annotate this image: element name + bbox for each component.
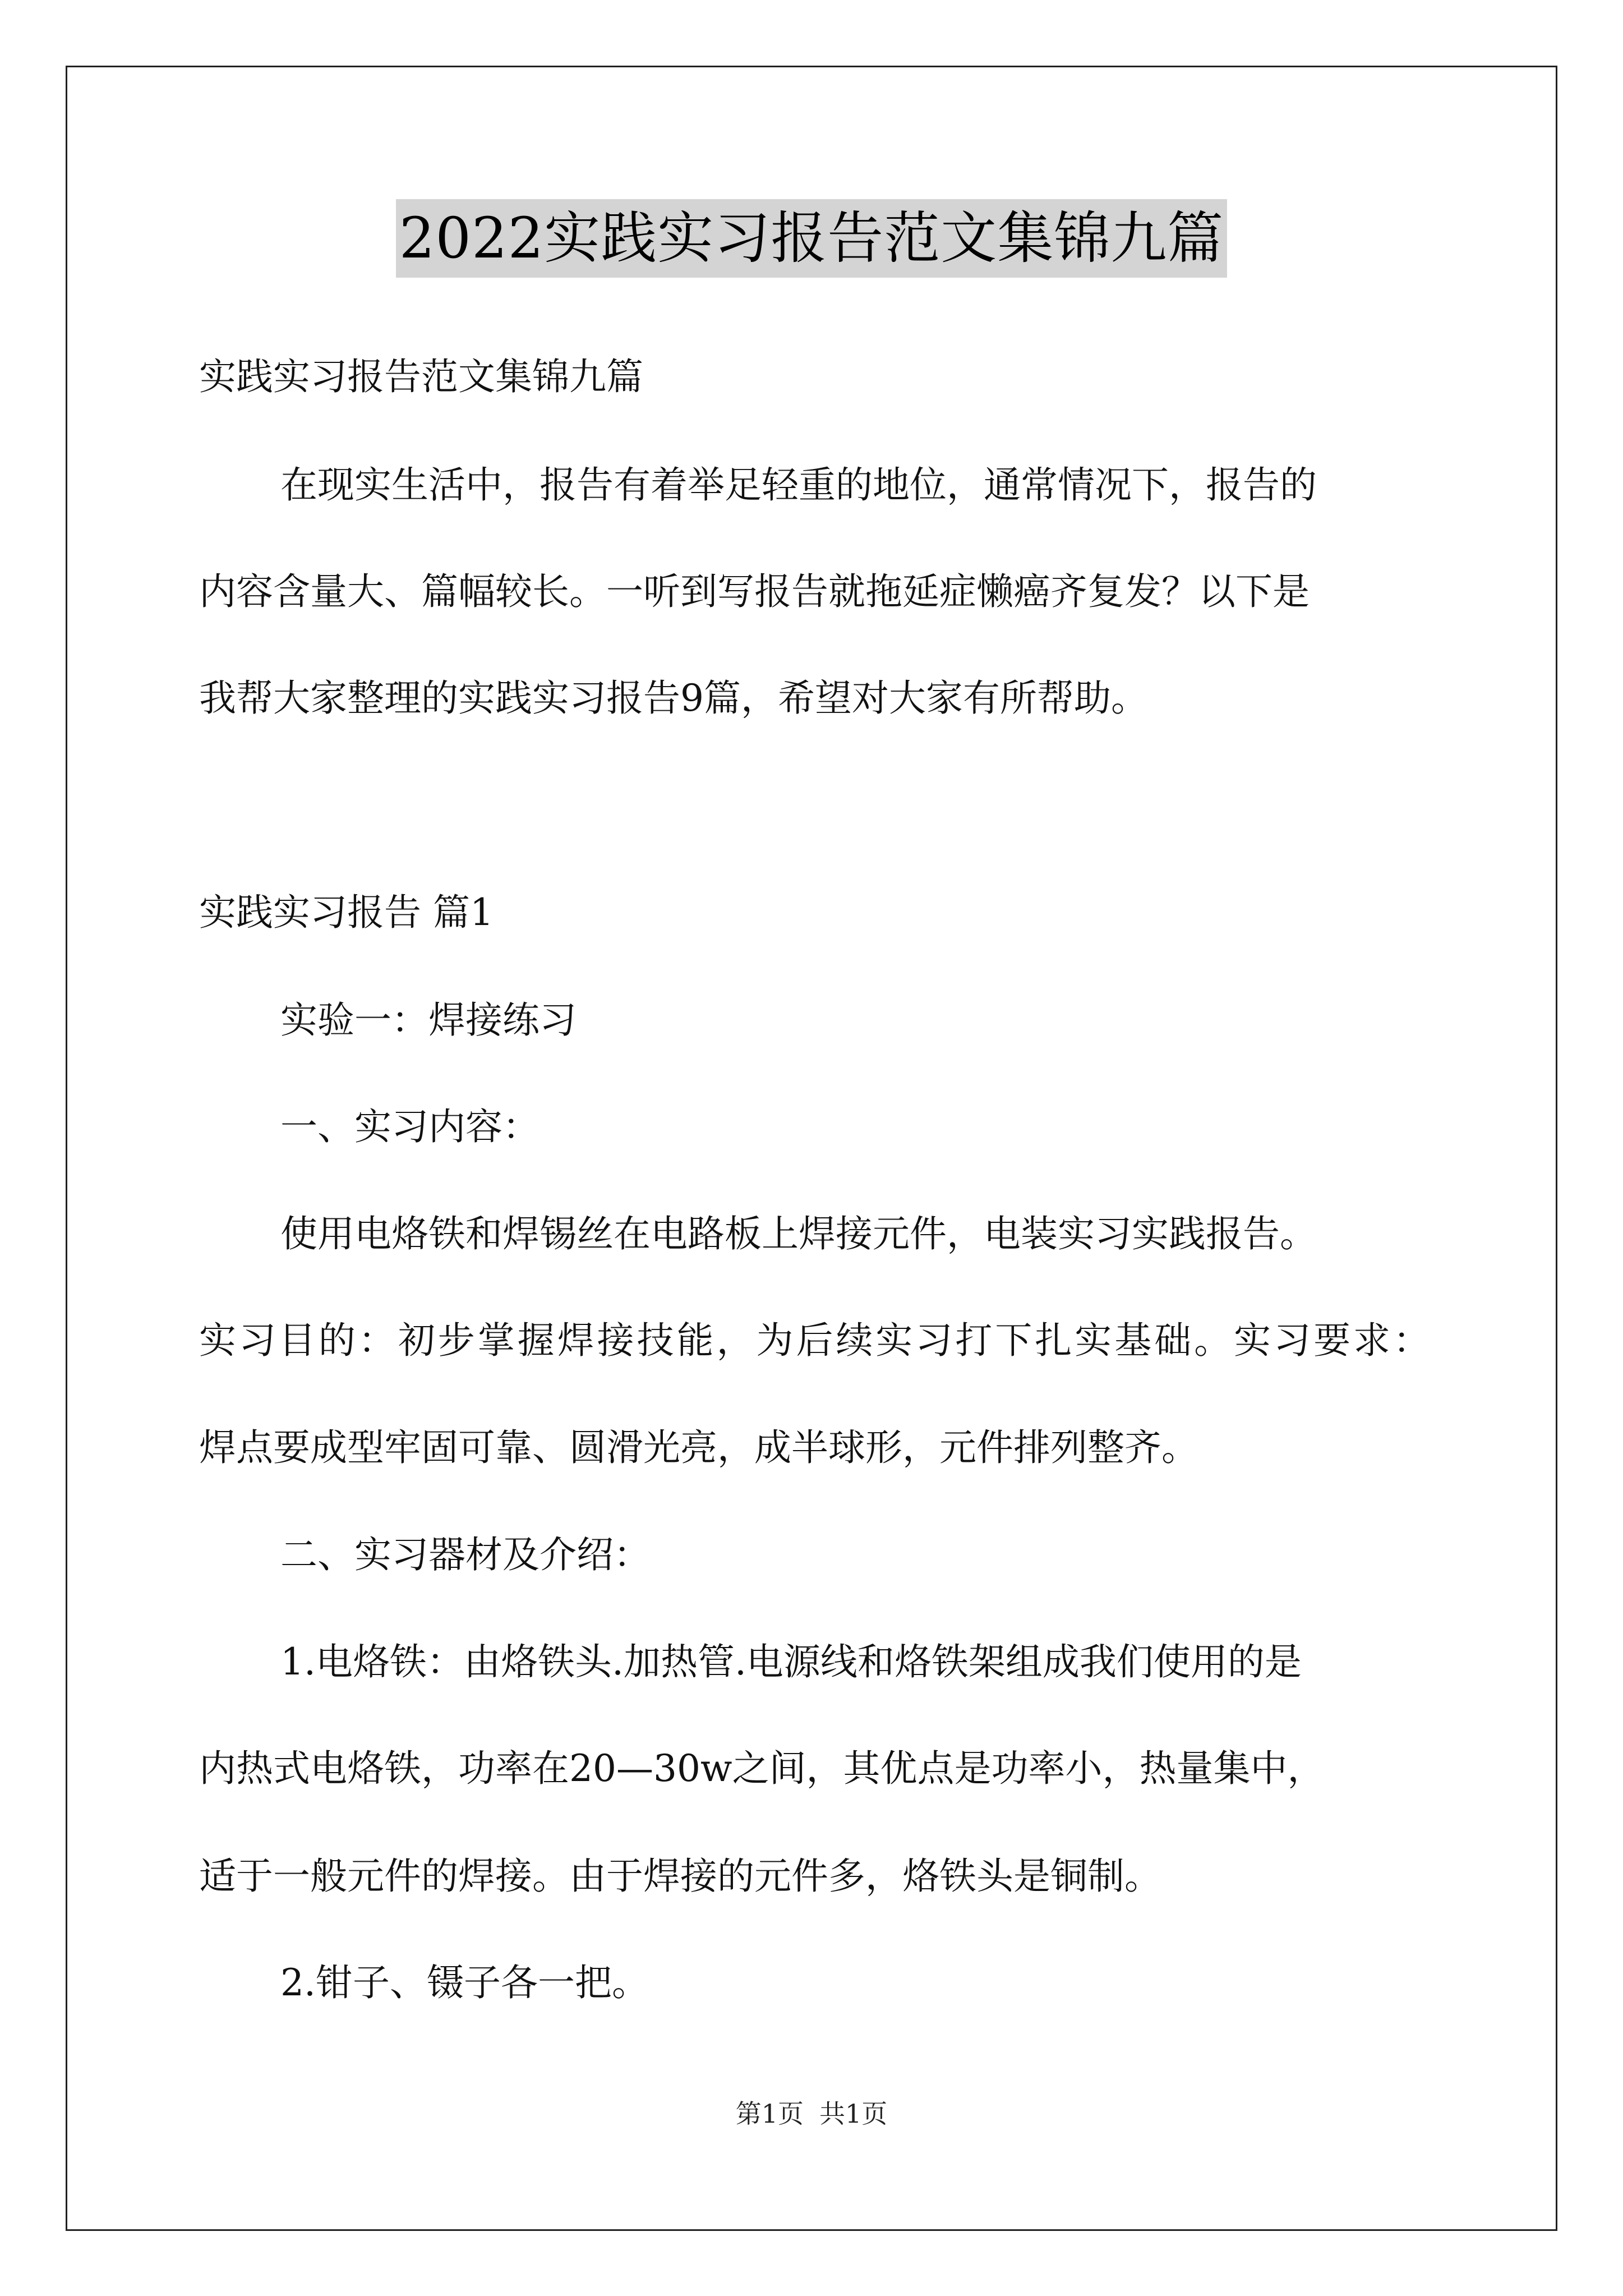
page-number-current: 第1页 [735,2099,804,2129]
paragraph-line: 内容含量大、篇幅较长。一听到写报告就拖延症懒癌齐复发？以下是 [199,570,1310,613]
title-wrapper [0,199,1623,278]
paragraph-line: 2.钳子、镊子各一把。 [280,1961,649,2004]
paragraph-line: 一、实习内容： [280,1105,540,1148]
page-footer [0,2097,1623,2131]
subtitle-line: 实践实习报告范文集锦九篇 [199,355,643,398]
paragraph-line: 二、实习器材及介绍： [280,1533,651,1576]
paragraph-line: 在现实生活中，报告有着举足轻重的地位，通常情况下，报告的 [280,463,1317,507]
paragraph-line: 我帮大家整理的实践实习报告9篇，希望对大家有所帮助。 [199,677,1148,720]
paragraph-line: 内热式电烙铁，功率在20—30w之间，其优点是功率小，热量集中， [199,1747,1325,1790]
section-heading: 实践实习报告 篇1 [199,891,494,934]
paragraph-line: 实验一：焊接练习 [280,999,577,1042]
paragraph-line: 适于一般元件的焊接。由于焊接的元件多，烙铁头是铜制。 [199,1855,1161,1898]
page-number-total: 共1页 [819,2099,888,2129]
document-title: 2022实践实习报告范文集锦九篇 [396,199,1228,278]
paragraph-line: 使用电烙铁和焊锡丝在电路板上焊接元件，电装实习实践报告。 [280,1212,1317,1255]
paragraph-line: 实习目的：初步掌握焊接技能，为后续实习打下扎实基础。实习要求： [199,1319,1430,1362]
paragraph-line: 1.电烙铁：由烙铁头.加热管.电源线和烙铁架组成我们使用的是 [280,1640,1302,1683]
paragraph-line: 焊点要成型牢固可靠、圆滑光亮，成半球形，元件排列整齐。 [199,1426,1198,1469]
